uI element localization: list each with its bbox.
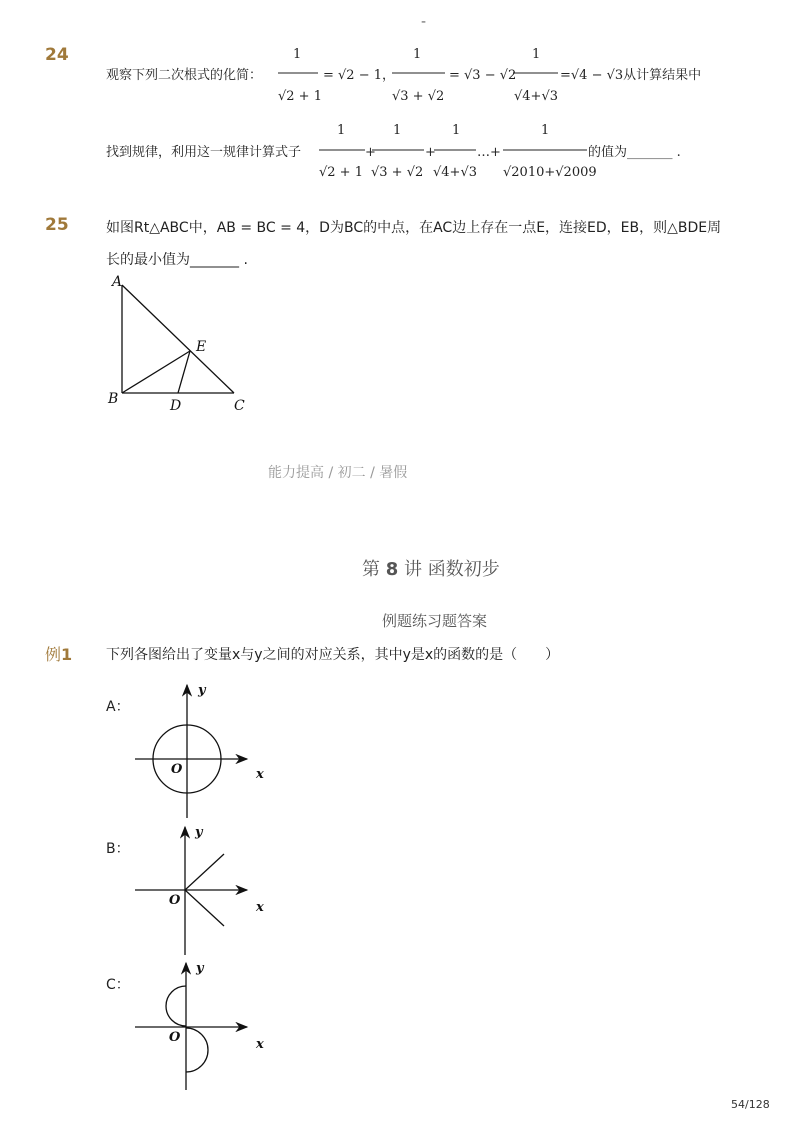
q24-intro: 观察下列二次根式的化简： (106, 68, 263, 83)
svg-text:…+: …+ (477, 145, 501, 160)
svg-text:+: + (425, 145, 436, 160)
lecture-title: 第 8 讲 函数初步 (362, 559, 500, 580)
y-label: y (196, 961, 204, 976)
option-c-letter: C： (106, 977, 130, 993)
frac3-result: =√4 − √3从计算结果中 (560, 68, 702, 83)
example-question: 下列各图给出了变量x与y之间的对应关系，其中y是x的函数的是（ ） (106, 647, 560, 663)
course-footer: 能力提高 / 初二 / 暑假 (268, 465, 408, 481)
frac3-numerator: 1 (532, 47, 541, 62)
question-number-24: 24 (45, 45, 69, 65)
x-label: x (256, 900, 264, 915)
origin-label: O (169, 1030, 181, 1045)
svg-text:+: + (365, 145, 376, 160)
svg-text:1: 1 (541, 123, 550, 138)
origin-label: O (171, 762, 183, 777)
upper-ray (185, 854, 224, 890)
label-D: D (170, 398, 182, 414)
x-label: x (256, 1037, 264, 1052)
right-semicircle (186, 1028, 208, 1072)
sum-term4: √2010+√2009 (503, 165, 597, 180)
option-c-graph (125, 958, 285, 1098)
sum-term2: √3 + √2 (371, 165, 424, 180)
q24-line1 (100, 40, 720, 110)
lower-ray (185, 890, 224, 926)
option-b-letter: B： (106, 841, 130, 857)
side-AC (122, 285, 234, 393)
label-C: C (234, 398, 245, 414)
frac3-denominator: √4+√3 (514, 89, 559, 104)
frac2-denominator: √3 + √2 (392, 89, 445, 104)
frac2-numerator: 1 (413, 47, 422, 62)
y-label: y (198, 683, 206, 698)
x-label: x (256, 767, 264, 782)
frac1-denominator: √2 + 1 (278, 89, 322, 104)
svg-text:1: 1 (452, 123, 461, 138)
sum-term3: √4+√3 (433, 165, 478, 180)
example-label: 例1 (45, 645, 73, 664)
q24-answer-blank: 的值为_______ . (588, 145, 681, 160)
left-semicircle (166, 986, 186, 1026)
origin-label: O (169, 893, 181, 908)
triangle-figure (100, 270, 270, 420)
q24-line2-text: 找到规律，利用这一规律计算式子 (106, 145, 302, 160)
label-A: A (112, 274, 123, 290)
frac1-result: = √2 − 1， (323, 68, 396, 83)
q25-line2: 长的最小值为_______ . (106, 252, 248, 268)
section-subtitle: 例题练习题答案 (382, 612, 488, 630)
top-mark: - (421, 14, 427, 30)
label-E: E (196, 339, 207, 355)
option-a-graph (125, 680, 285, 825)
frac2-result: = √3 − √2 (449, 68, 517, 83)
y-label: y (195, 825, 203, 840)
q25-line1: 如图Rt△ABC中，AB = BC = 4，D为BC的中点，在AC边上存在一点E，连接ED，EB，则△BDE周 (106, 220, 722, 236)
svg-text:1: 1 (337, 123, 346, 138)
question-number-25: 25 (45, 215, 69, 235)
frac1-numerator: 1 (293, 47, 302, 62)
sum-term1: √2 + 1 (319, 165, 363, 180)
svg-text:1: 1 (393, 123, 402, 138)
option-b-graph (125, 822, 285, 962)
q24-line2 (100, 120, 720, 190)
label-B: B (108, 391, 119, 407)
page-number: 54/128 (731, 1098, 770, 1111)
option-a-letter: A： (106, 699, 130, 715)
